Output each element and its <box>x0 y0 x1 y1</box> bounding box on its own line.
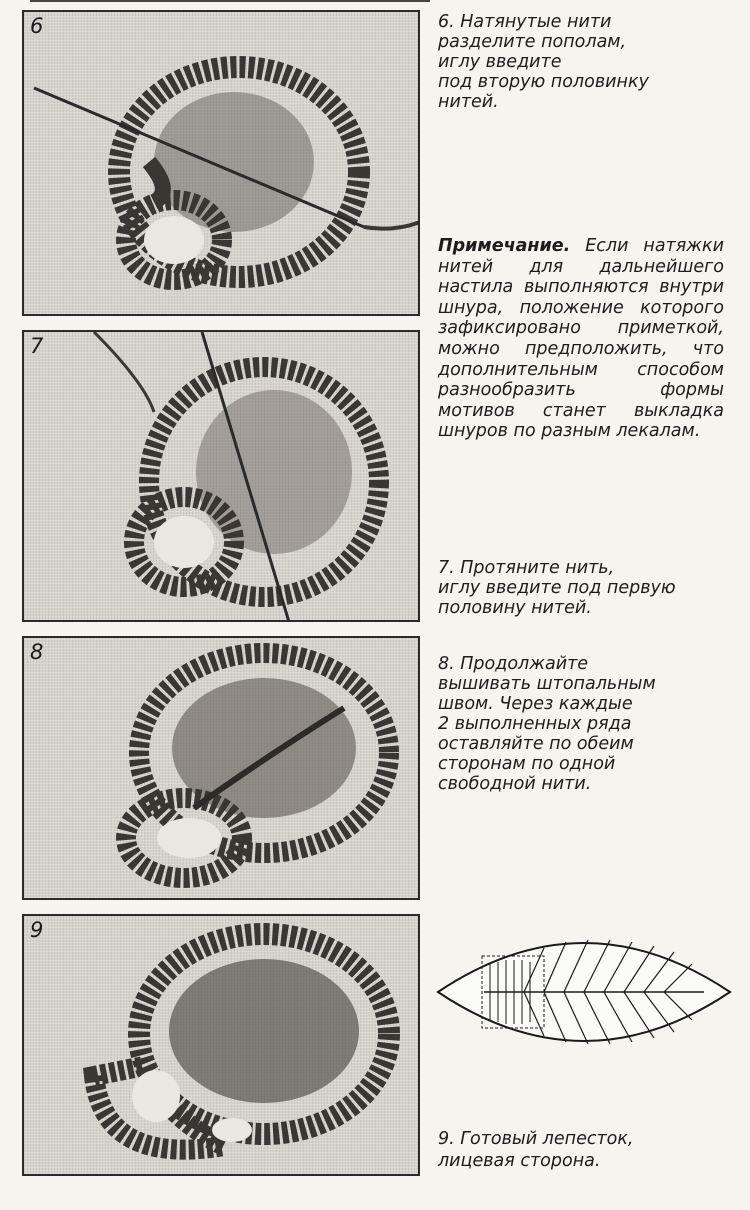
caption-line: иглу введите под первую <box>438 578 676 598</box>
caption-line: лицевая сторона. <box>438 1151 601 1171</box>
caption-line: под вторую половинку <box>438 72 649 92</box>
caption-line: половину нитей. <box>438 598 592 618</box>
caption-line: нитей. <box>438 92 499 112</box>
caption-step-9 <box>438 1128 738 1172</box>
caption-line: оставляйте по обеим <box>438 734 634 754</box>
step-number: 6 <box>30 14 44 38</box>
note-title: Примечание. <box>438 236 571 256</box>
step-number: 9 <box>30 918 44 942</box>
caption-line: сторонам по одной <box>438 754 616 774</box>
caption-line: иглу введите <box>438 52 562 72</box>
caption-step-8 <box>438 654 738 794</box>
caption-step-6 <box>438 12 738 112</box>
note-paragraph <box>438 236 724 442</box>
photo-step-7 <box>22 330 420 622</box>
note-text: Если натяжки нитей для дальнейшего настила выполняются внутри шнура, положение которого зафиксировано приметкой, можно предположить, что дополнительным способом разнообразить формы мотивов станет выкладка шнуров по разным лекалам. <box>438 236 724 442</box>
top-rule <box>30 0 430 2</box>
leaf-embroidery-9 <box>24 916 420 1176</box>
caption-line: швом. Через каждые <box>438 694 633 714</box>
caption-line: 2 выполненных ряда <box>438 714 632 734</box>
caption-line: разделите пополам, <box>438 32 627 52</box>
caption-line: 9. Готовый лепесток, <box>438 1129 634 1149</box>
leaf-embroidery-8 <box>24 638 420 900</box>
caption-line: 6. Натянутые нити <box>438 12 612 32</box>
photo-step-8 <box>22 636 420 900</box>
photo-step-9 <box>22 914 420 1176</box>
caption-line: 8. Продолжайте <box>438 654 589 674</box>
step-number: 7 <box>30 334 44 358</box>
photo-step-6 <box>22 10 420 316</box>
caption-line: свободной нити. <box>438 774 592 794</box>
caption-line: вышивать штопальным <box>438 674 656 694</box>
petal-diagram <box>434 924 734 1064</box>
leaf-embroidery-7 <box>24 332 420 622</box>
caption-line: 7. Протяните нить, <box>438 558 615 578</box>
step-number: 8 <box>30 640 44 664</box>
caption-step-7 <box>438 558 738 618</box>
leaf-embroidery-6 <box>24 12 420 316</box>
